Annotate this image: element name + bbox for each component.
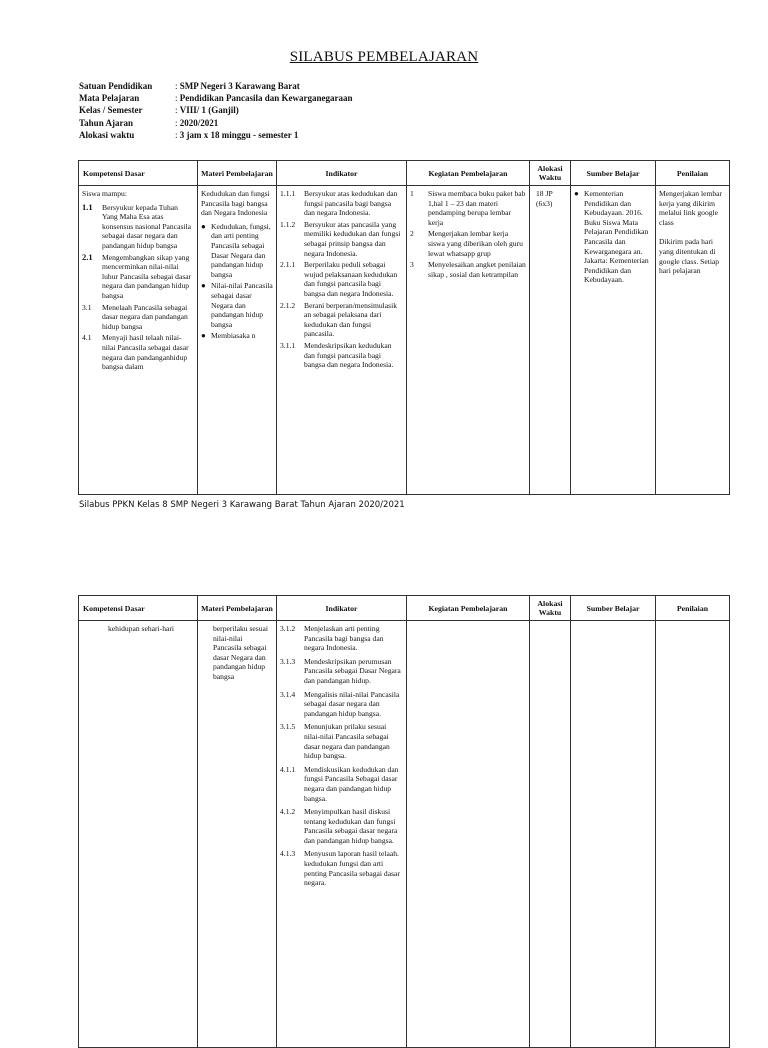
penilaian-text: Dikirim pada hari yang ditentukan di google class. Setiap hari pelajaran [659, 237, 720, 276]
indikator-number: 3.1.5 [280, 722, 296, 732]
header-sumber: Sumber Belajar [571, 596, 656, 621]
indikator-text: Menjelaskan arti penting Pancasila bagi bangsa dan negara Indonesia. [304, 624, 384, 653]
indikator-number: 3.1.3 [280, 656, 296, 666]
header-kegiatan: Kegiatan Pembelajaran [407, 161, 530, 186]
kegiatan-item [410, 229, 526, 258]
indikator-item [280, 765, 403, 803]
indikator-text: Mendeskripsikan kedudukan dan fungsi pancasila bagi bangsa dan negara Indonesia. [304, 340, 394, 370]
header-materi: Materi Pembelajaran [198, 161, 277, 186]
info-label: Kelas / Semester [79, 105, 143, 116]
bullet-icon: ● [201, 221, 206, 231]
indikator-item [280, 624, 403, 653]
alokasi-value: 18 JP (6x3) [536, 189, 553, 208]
indikator-item [280, 657, 403, 686]
indikator-item [280, 722, 403, 760]
info-value: : SMP Negeri 3 Karawang Barat [175, 80, 300, 92]
syllabus-table-page-1 [78, 160, 730, 495]
document-title: SILABUS PEMBELAJARAN [289, 49, 479, 65]
penilaian-text: Mengerjakan lembar kerja yang dikirim melalui link google class [659, 189, 723, 227]
info-label: Mata Pelajaran [79, 93, 140, 104]
kd-text: Mengembangkan sikap yang mencerminkan nilai-nilai luhur Pancasila sebagai dasar negara dan pandangan hidup bangsa [102, 252, 192, 300]
materi-bullet-text: Membiasaka n [211, 331, 256, 341]
indikator-text: Mendiskusikan kedudukan dan fungsi Pancasila Sebagai dasar negara dan pandangan hidup bangsa. [304, 764, 399, 803]
indikator-number: 2.1.2 [280, 300, 296, 310]
indikator-item [280, 301, 403, 339]
cell-alokasi [530, 186, 571, 495]
header-penilaian: Penilaian [656, 596, 730, 621]
indikator-number: 4.1.2 [280, 807, 296, 817]
info-value: : VIII/ 1 (Ganjil) [175, 104, 239, 116]
materi-bullet [201, 281, 273, 329]
kd-item [82, 303, 194, 332]
header-kompetensi-dasar: Kompetensi Dasar [79, 161, 198, 186]
indikator-text: Mendeskripsikan perumusan Pancasila sebagai Dasar Negara dan pandangan hidup. [304, 656, 401, 685]
indikator-item [280, 849, 403, 887]
bullet-icon: ● [201, 281, 206, 291]
cell-alokasi [530, 621, 571, 1048]
indikator-text: Berani berperan/mensimulasik an sebagai pelaksana dari kedudukan dan fungsi pancasila. [304, 300, 397, 339]
kd-item [82, 333, 194, 371]
kd-number: 4.1 [82, 333, 92, 343]
materi-continued: berperilaku sesuai nilai-nilai Pancasila sebagai dasar Negara dan pandangan hidup bangsa [213, 624, 269, 681]
indikator-item [280, 341, 403, 370]
info-row [79, 117, 353, 129]
indikator-text: Menunjukan prilaku sesuai nilai-nilai Pancasila sebagai dasar negara dan pandangan hidup bangsa. [304, 722, 390, 761]
info-value: : 2020/2021 [175, 117, 218, 129]
kd-intro: Siswa mampu: [82, 189, 127, 198]
indikator-number: 3.1.1 [280, 340, 296, 350]
info-value: : Pendidikan Pancasila dan Kewarganegaraan [175, 92, 353, 104]
cell-sumber [571, 621, 656, 1048]
indikator-number: 1.1.2 [280, 219, 296, 229]
bullet-icon: ● [574, 189, 579, 198]
info-row [79, 80, 353, 92]
header-penilaian: Penilaian [656, 161, 730, 186]
sumber-text: Kementerian Pendidikan dan Kebudayaan. 2016. Buku Siswa Mata Pelajaran Pendidikan Pancasila dan Kewarganegara an. Jakarta: Kementerian Pendidikan dan Kebudayaan. [584, 189, 649, 285]
kd-text: Bersyukur kepada Tuhan Yang Maha Esa atas konsensus nasional Pancasila sebagai dasar negara dan pandangan hidup bangsa [102, 202, 192, 250]
indikator-item [280, 189, 403, 218]
header-alokasi: Alokasi Waktu [530, 161, 571, 186]
cell-kegiatan [407, 186, 530, 495]
kegiatan-text: Menyelesaikan angket penilaian sikap , sosial dan ketrampilan [428, 260, 526, 279]
header-indikator: Indikator [277, 596, 407, 621]
kd-text: Menelaah Pancasila sebagai dasar negara dan pandangan hidup bangsa [102, 302, 188, 331]
cell-penilaian [656, 621, 730, 1048]
kegiatan-number: 1 [410, 189, 414, 198]
cell-kegiatan [407, 621, 530, 1048]
info-value: : 3 jam x 18 minggu - semester 1 [175, 129, 298, 141]
table-row [79, 621, 730, 1048]
indikator-item [280, 690, 403, 719]
header-alokasi: Alokasi Waktu [530, 596, 571, 621]
table-row [79, 186, 730, 495]
indikator-number: 4.1.3 [280, 849, 296, 859]
table-header-row [79, 596, 730, 621]
kegiatan-number: 3 [410, 260, 414, 270]
bullet-icon: ● [201, 331, 206, 341]
header-sumber: Sumber Belajar [571, 161, 656, 186]
indikator-number: 1.1.1 [280, 189, 296, 198]
indikator-item [280, 807, 403, 845]
cell-sumber [571, 186, 656, 495]
kd-number: 2.1 [82, 251, 93, 262]
indikator-number: 3.1.4 [280, 689, 296, 699]
indikator-text: Bersyukur atas kedudukan dan fungsi pancasila bagi bangsa dan negara Indonesia. [304, 189, 398, 218]
info-label: Tahun Ajaran [79, 117, 133, 128]
indikator-text: Bersyukur atas pancasila yang memiliki kedudukan dan fungsi sebagai prinsip bangsa dan negara Indonesia. [304, 219, 401, 258]
kegiatan-item [410, 260, 526, 279]
materi-bullet [201, 331, 273, 341]
indikator-number: 3.1.2 [280, 624, 296, 633]
cell-materi [198, 621, 277, 1048]
kd-text: Menyaji hasil telaah nilai-nilai Pancasila sebagai dasar negara dan pandanganhidup bangsa dalam [102, 333, 189, 372]
info-row [79, 104, 353, 116]
header-indikator: Indikator [277, 161, 407, 186]
header-kegiatan: Kegiatan Pembelajaran [407, 596, 530, 621]
kegiatan-item [410, 189, 526, 227]
sumber-bullet [574, 189, 652, 285]
indikator-text: Mengalisis nilai-nilai Pancasila sebagai dasar negara dan pandangan hidup bangsa. [304, 689, 400, 718]
cell-kompetensi-dasar [79, 621, 198, 1048]
document-info [79, 80, 353, 141]
info-row [79, 92, 353, 104]
indikator-item [280, 260, 403, 298]
header-materi: Materi Pembelajaran [198, 596, 277, 621]
indikator-number: 4.1.1 [280, 764, 296, 774]
table-header-row [79, 161, 730, 186]
info-label: Satuan Pendidikan [79, 81, 153, 91]
cell-indikator [277, 186, 407, 495]
indikator-text: Berperilaku peduli sebagai wujud pelaksanaan kedudukan dan fungsi pancasila bagi bangsa dan negara Indonesia. [304, 260, 398, 298]
kd-item [82, 203, 194, 251]
materi-intro: Kedudukan dan fungsi Pancasila bagi bangsa dan Negara Indonesia [201, 189, 270, 218]
kegiatan-number: 2 [410, 229, 414, 239]
indikator-number: 2.1.1 [280, 260, 296, 270]
kd-continued: kehidupan sehari-hari [108, 624, 174, 633]
kd-number: 3.1 [82, 302, 92, 312]
info-label: Alokasi waktu [79, 129, 135, 140]
materi-bullet-text: Nilai-nilai Pancasila sebagai dasar Negara dan pandangan hidup bangsa [211, 281, 273, 329]
cell-indikator [277, 621, 407, 1048]
indikator-text: Menyimpulkan hasil diskusi tentang kedudukan dan fungsi Pancasila sebagai dasar negara dan pandangan hidup bangsa. [304, 807, 398, 845]
cell-materi [198, 186, 277, 495]
kd-item [82, 253, 194, 301]
materi-bullet [201, 222, 273, 280]
page-footer: Silabus PPKN Kelas 8 SMP Negeri 3 Karawang Barat Tahun Ajaran 2020/2021 [79, 500, 405, 510]
materi-bullet-text: Kedudukan, fungsi, dan arti penting Pancasila sebagai Dasar Negara dan pandangan hidup bangsa [211, 221, 271, 279]
syllabus-table-page-2 [78, 595, 730, 1048]
cell-penilaian [656, 186, 730, 495]
header-kompetensi-dasar: Kompetensi Dasar [79, 596, 198, 621]
kegiatan-text: Siswa membaca buku paket bab 1,hal 1 – 23 dan materi pendamping berupa lembar kerja [428, 189, 526, 227]
indikator-text: Menyusun laporan hasil telaah. kedudukan fungsi dan arti penting Pancasila sebagai dasar negara. [304, 849, 400, 888]
kegiatan-text: Mengerjakan lembar kerja siswa yang diberikan oleh guru lewat whatsapp grup [428, 229, 523, 258]
kd-number: 1.1 [82, 201, 93, 212]
indikator-item [280, 220, 403, 258]
info-row [79, 129, 353, 141]
cell-kompetensi-dasar [79, 186, 198, 495]
